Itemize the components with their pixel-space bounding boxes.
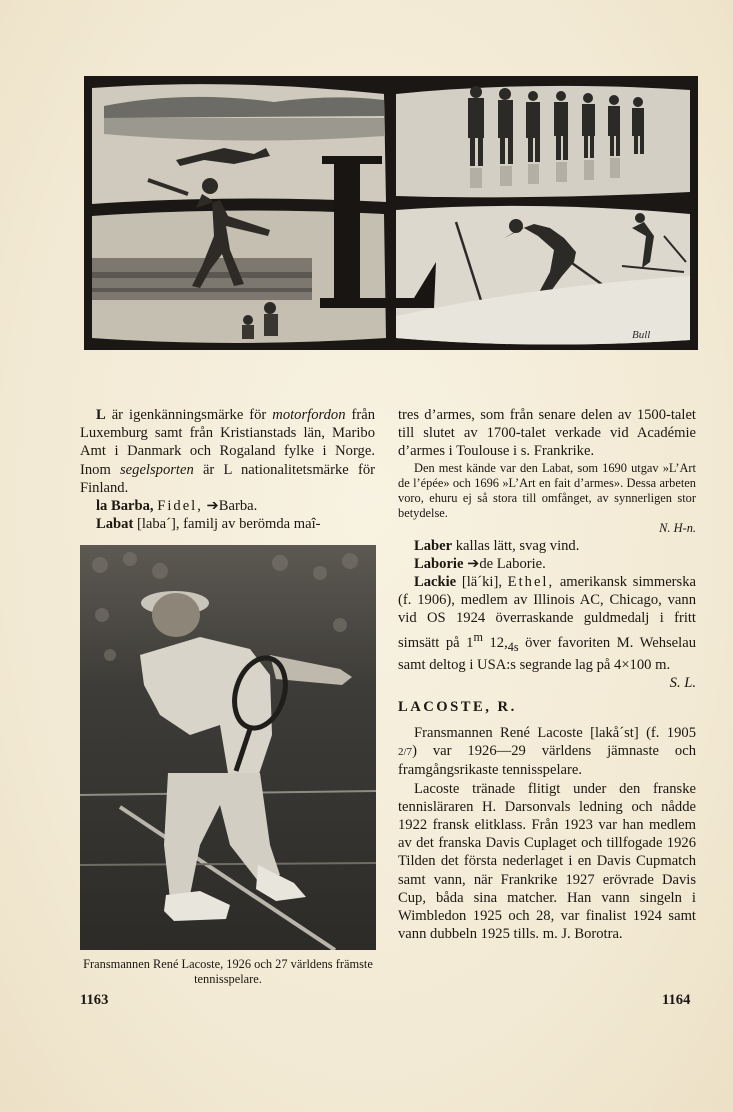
entry-lackie-decimal: 4s bbox=[507, 639, 519, 654]
entry-laborie-ref[interactable]: ➔de Laborie. bbox=[463, 555, 546, 572]
right-column bbox=[398, 406, 696, 943]
entry-la-barba bbox=[80, 497, 375, 515]
entry-barba-head: la Barba, bbox=[96, 498, 154, 515]
lacoste-birth-fraction: 2/7 bbox=[398, 746, 413, 759]
entry-labat-head: Labat bbox=[96, 516, 134, 533]
entry-l-head: L bbox=[96, 407, 106, 423]
entry-barba-ref[interactable]: ➔Barba. bbox=[202, 498, 258, 515]
artist-signature: Bull bbox=[632, 329, 651, 341]
entry-lackie-text-2: över favoriten M. Wehselau samt deltog i USA:s segrande lag på 4×100 m. bbox=[398, 634, 696, 673]
entry-l-text-2: från Luxemburg samt från Kristianstads län, Maribo Amt i Danmark och Rogaland fylke i Norge. Inom bbox=[80, 407, 375, 478]
entry-laborie bbox=[398, 555, 696, 573]
lacoste-p1-end: ) var 1926—29 världens jämnaste och framgångsrikaste tennisspelare. bbox=[398, 743, 696, 779]
entry-labat bbox=[80, 515, 375, 533]
entry-lackie-time: 12, bbox=[482, 634, 508, 651]
labat-signature: N. H-n. bbox=[659, 521, 696, 536]
entry-laber-head: Laber bbox=[414, 537, 453, 554]
page-number-right: 1164 bbox=[662, 992, 691, 1008]
entry-l-term-motor: motorfordon bbox=[272, 407, 346, 423]
page-number-left: 1163 bbox=[80, 992, 109, 1008]
sports-vignette-illustration bbox=[84, 76, 698, 350]
labat-continued: tres d’armes, som från senare delen av 1500-talet till slutet av 1700-talet verkade vid Académie d’armes i Toulouse i s. Frankrike. bbox=[398, 407, 696, 460]
photo-caption: Fransmannen René Lacoste, 1926 och 27 världens främste tennisspelare. bbox=[83, 957, 373, 986]
tennis-player-photo bbox=[80, 545, 376, 950]
entry-l-text-1: är igenkänningsmärke för bbox=[105, 407, 273, 423]
entry-l-term-sail: segelsporten bbox=[119, 461, 194, 478]
entry-l bbox=[80, 406, 375, 497]
entry-l-text-3: är L nationalitetsmärke för Finland. bbox=[80, 461, 375, 496]
entry-laber bbox=[398, 537, 696, 555]
labat-small-text: Den mest kände var den Labat, som 1690 utgav »L’Art de l’épée» och 1696 »L’Art en fait d’armes». Dessa arbeten voro, ehuru ej så stora till omfånget, av synnerligen stor betydelse. bbox=[398, 460, 696, 521]
entry-laber-text: kallas lätt, svag vind. bbox=[452, 537, 580, 554]
entry-barba-name: Fidel, bbox=[157, 498, 203, 515]
entry-laborie-head: Laborie bbox=[414, 555, 464, 572]
lacoste-paragraph-2: Lacoste tränade flitigt under den franske tennisläraren H. Darsonvals ledning och nådde 1922 fransk elitklass. Från 1923 var han medlem av det franska Davis Cuplaget och tillfogade 1926 Tilden det första nederlaget i en Davis Cupmatch samt vann, när Frankrike 1927 erövrade Davis Cup, båda sina matcher. Han vann singeln i Wimbledon 1925 och 28, var finalist 1924 samt vann dubbeln 1925 tills. m. J. Borotra. bbox=[398, 780, 696, 943]
entry-labat-text: [laba´], familj av berömda maî- bbox=[133, 516, 321, 533]
entry-lackie bbox=[398, 573, 696, 691]
lacoste-p1-start: Fransmannen René Lacoste [lakå´st] (f. 1905 bbox=[414, 725, 696, 742]
entry-lackie-head: Lackie bbox=[414, 574, 457, 591]
labat-signature-line bbox=[398, 521, 696, 536]
entry-lackie-name: Ethel, bbox=[507, 574, 555, 591]
entry-lackie-pron: [lä´ki], bbox=[456, 574, 508, 591]
entry-lackie-signature: S. L. bbox=[669, 674, 696, 691]
article-heading-lacoste: LACOSTE, R. bbox=[398, 698, 517, 715]
entry-lackie-unit-m: m bbox=[473, 629, 483, 644]
entry-lackie-text-1: amerikansk simmerska (f. 1906), medlem av Illinois AC, Chicago, vann vid OS 1924 överraskande guldmedalj i fritt simsätt på 1 bbox=[398, 574, 696, 651]
left-column bbox=[80, 406, 375, 533]
lacoste-paragraph-1 bbox=[398, 724, 696, 780]
